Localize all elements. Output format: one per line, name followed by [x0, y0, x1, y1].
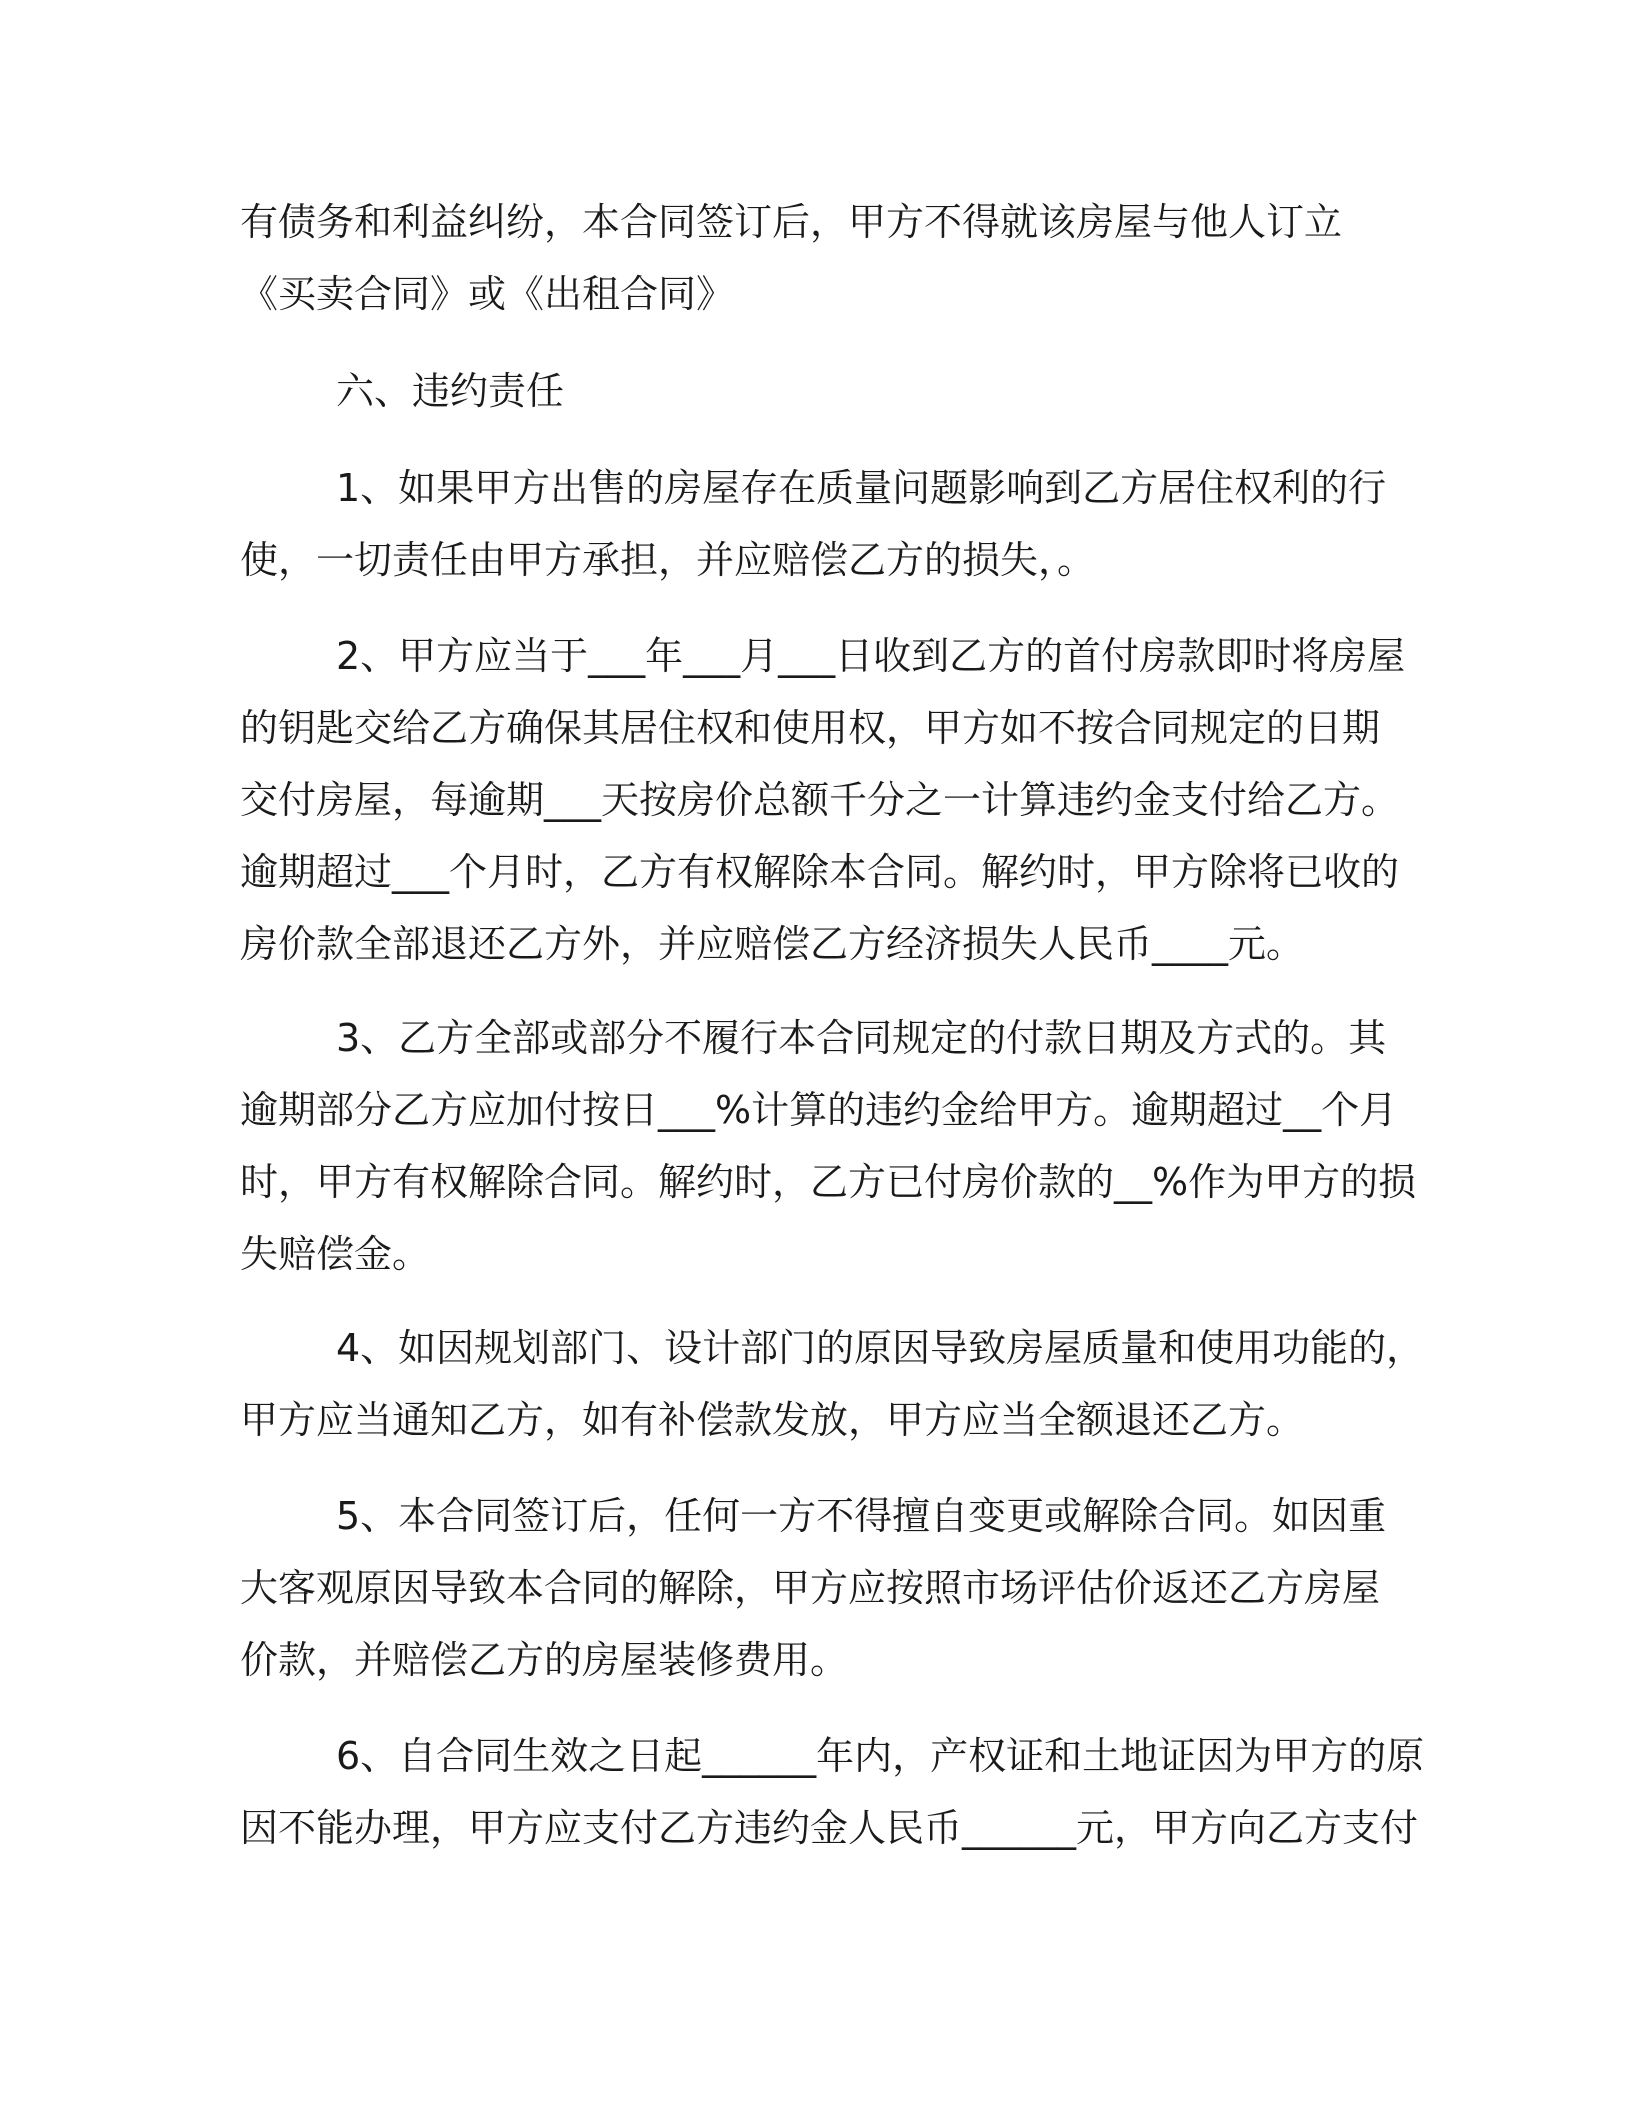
- intro-paragraph: [240, 186, 1390, 330]
- text-line: 甲方应当通知乙方，如有补偿款发放，甲方应当全额退还乙方。: [240, 1398, 1305, 1442]
- clause-6: [240, 1720, 1425, 1864]
- text-line: 时，甲方有权解除合同。解约时，乙方已付房价款的__%作为甲方的损: [240, 1160, 1417, 1204]
- text-line: 逾期超过___个月时，乙方有权解除本合同。解约时，甲方除将已收的: [240, 850, 1400, 894]
- text-line: 价款，并赔偿乙方的房屋装修费用。: [240, 1638, 849, 1682]
- text-line: 交付房屋，每逾期___天按房价总额千分之一计算违约金支付给乙方。: [240, 778, 1400, 822]
- text-line: 6、自合同生效之日起______年内，产权证和土地证因为甲方的原: [336, 1734, 1425, 1778]
- text-line: 3、乙方全部或部分不履行本合同规定的付款日期及方式的。其: [336, 1016, 1387, 1060]
- text-line: 房价款全部退还乙方外，并应赔偿乙方经济损失人民币____元。: [240, 922, 1305, 966]
- section-heading: [240, 355, 1390, 427]
- clause-5: [240, 1480, 1390, 1696]
- text-line: 5、本合同签订后，任何一方不得擅自变更或解除合同。如因重: [336, 1494, 1387, 1538]
- heading-text: 六、违约责任: [336, 369, 565, 413]
- text-line: 1、如果甲方出售的房屋存在质量问题影响到乙方居住权利的行: [336, 466, 1387, 510]
- text-line: 4、如因规划部门、设计部门的原因导致房屋质量和使用功能的，: [336, 1326, 1425, 1370]
- clause-4: [240, 1312, 1425, 1456]
- text-line: 失赔偿金。: [240, 1232, 431, 1276]
- clause-2: [240, 620, 1406, 980]
- clause-3: [240, 1002, 1417, 1290]
- text-line: 大客观原因导致本合同的解除，甲方应按照市场评估价返还乙方房屋: [240, 1566, 1381, 1610]
- text-line: 的钥匙交给乙方确保其居住权和使用权，甲方如不按合同规定的日期: [240, 706, 1381, 750]
- text-line: 2、甲方应当于___年___月___日收到乙方的首付房款即时将房屋: [336, 634, 1406, 678]
- text-line: 使，一切责任由甲方承担，并应赔偿乙方的损失，。: [240, 538, 1096, 582]
- clause-1: [240, 452, 1390, 596]
- text-line: 逾期部分乙方应加付按日___%计算的违约金给甲方。逾期超过__个月: [240, 1088, 1398, 1132]
- text-line: 《买卖合同》或《出租合同》: [240, 272, 735, 316]
- text-line: 有债务和利益纠纷，本合同签订后，甲方不得就该房屋与他人订立: [240, 200, 1343, 244]
- text-line: 因不能办理，甲方应支付乙方违约金人民币______元，甲方向乙方支付: [240, 1806, 1419, 1850]
